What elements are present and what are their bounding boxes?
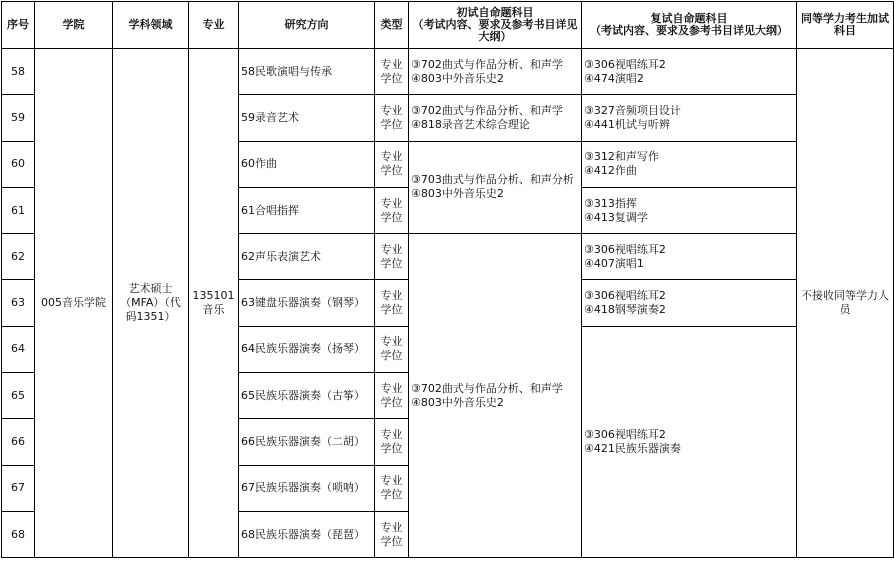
row-direction: 65民族乐器演奏（古筝） — [239, 373, 375, 419]
retest-exam-cell: ③313指挥 ④413复调学 — [582, 187, 797, 233]
row-type: 专业学位 — [375, 419, 409, 465]
initial-exam-cell: ③702曲式与作品分析、和声学 ④803中外音乐史2 — [409, 234, 582, 558]
row-type: 专业学位 — [375, 326, 409, 372]
header-direction: 研究方向 — [239, 2, 375, 49]
header-initial-exam: 初试自命题科目 （考试内容、要求及参考书目详见大纲） — [409, 2, 582, 49]
row-seq: 64 — [2, 326, 35, 372]
header-college: 学院 — [35, 2, 113, 49]
row-direction: 61合唱指挥 — [239, 187, 375, 233]
header-major: 专业 — [189, 2, 239, 49]
initial-exam-cell: ③703曲式与作品分析、和声分析 ④803中外音乐史2 — [409, 141, 582, 234]
row-seq: 68 — [2, 511, 35, 557]
row-direction: 68民族乐器演奏（琵琶） — [239, 511, 375, 557]
row-type: 专业学位 — [375, 95, 409, 141]
row-type: 专业学位 — [375, 49, 409, 95]
row-type: 专业学位 — [375, 280, 409, 326]
row-direction: 58民歌演唱与传承 — [239, 49, 375, 95]
retest-exam-cell: ③306视唱练耳2 ④474演唱2 — [582, 49, 797, 95]
row-seq: 58 — [2, 49, 35, 95]
initial-exam-cell: ③702曲式与作品分析、和声学 ④818录音艺术综合理论 — [409, 95, 582, 141]
retest-exam-cell: ③306视唱练耳2 ④421民族乐器演奏 — [582, 326, 797, 557]
retest-exam-cell: ③312和声写作 ④412作曲 — [582, 141, 797, 187]
retest-exam-cell: ③306视唱练耳2 ④407演唱1 — [582, 234, 797, 280]
field-cell: 艺术硕士（MFA）（代码1351） — [113, 49, 189, 558]
row-type: 专业学位 — [375, 187, 409, 233]
row-direction: 64民族乐器演奏（扬琴） — [239, 326, 375, 372]
row-seq: 59 — [2, 95, 35, 141]
row-seq: 67 — [2, 465, 35, 511]
header-row — [2, 2, 894, 49]
row-direction: 66民族乐器演奏（二胡） — [239, 419, 375, 465]
header-type: 类型 — [375, 2, 409, 49]
major-cell: 135101音乐 — [189, 49, 239, 558]
header-equivalent-exam: 同等学力考生加试科目 — [797, 2, 894, 49]
equivalent-exam-cell: 不接收同等学力人员 — [797, 49, 894, 558]
row-direction: 62声乐表演艺术 — [239, 234, 375, 280]
row-seq: 60 — [2, 141, 35, 187]
row-direction: 59录音艺术 — [239, 95, 375, 141]
header-retest-exam: 复试自命题科目 （考试内容、要求及参考书目详见大纲） — [582, 2, 797, 49]
row-type: 专业学位 — [375, 141, 409, 187]
table-row — [2, 49, 894, 95]
header-field: 学科领域 — [113, 2, 189, 49]
row-direction: 63键盘乐器演奏（钢琴） — [239, 280, 375, 326]
row-seq: 65 — [2, 373, 35, 419]
row-type: 专业学位 — [375, 373, 409, 419]
row-type: 专业学位 — [375, 465, 409, 511]
row-seq: 63 — [2, 280, 35, 326]
initial-exam-cell: ③702曲式与作品分析、和声学 ④803中外音乐史2 — [409, 49, 582, 95]
admissions-table — [1, 1, 894, 558]
row-direction: 67民族乐器演奏（唢呐） — [239, 465, 375, 511]
row-type: 专业学位 — [375, 511, 409, 557]
retest-exam-cell: ③327音频项目设计 ④441机试与听辨 — [582, 95, 797, 141]
row-type: 专业学位 — [375, 234, 409, 280]
row-seq: 66 — [2, 419, 35, 465]
retest-exam-cell: ③306视唱练耳2 ④418钢琴演奏2 — [582, 280, 797, 326]
row-seq: 61 — [2, 187, 35, 233]
college-cell: 005音乐学院 — [35, 49, 113, 558]
row-direction: 60作曲 — [239, 141, 375, 187]
header-seq: 序号 — [2, 2, 35, 49]
row-seq: 62 — [2, 234, 35, 280]
